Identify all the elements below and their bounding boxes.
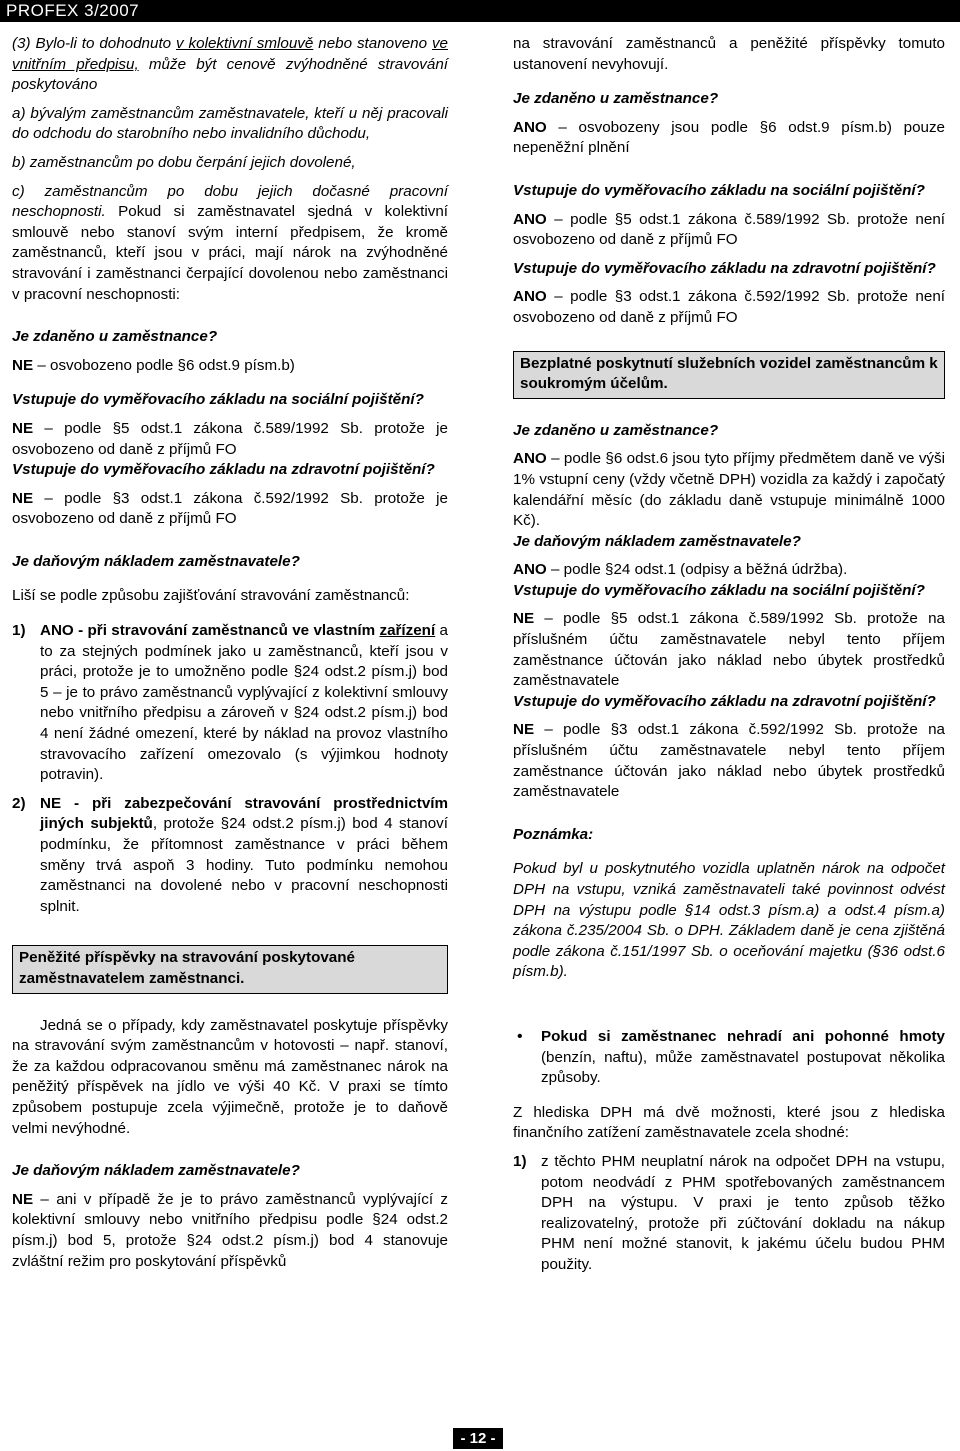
answer-tax-2 bbox=[513, 449, 945, 531]
answer-text: – osvobozeny jsou podle §6 odst.9 písm.b) pouze nepeněžní plnění bbox=[513, 118, 945, 157]
answer-label: ANO bbox=[513, 210, 547, 228]
answer-label: NE bbox=[12, 419, 34, 437]
bullet-text: (benzín, naftu), může zaměstnavatel postupovat několika způsoby. bbox=[541, 1048, 945, 1087]
answer-text: – podle §5 odst.1 zákona č.589/1992 Sb. protože na příslušném účtu zaměstnavatele nebyl tento příjem zaměstnance účtován jako náklad nebo úbytek prostředků zaměstnavatele bbox=[513, 610, 945, 690]
question-health: Vstupuje do vyměřovacího základu na zdravotní pojištění? bbox=[513, 259, 936, 277]
jedna-paragraph: Jedná se o případy, kdy zaměstnavatel poskytuje příspěvky na stravování svým zaměstnancům v hotovosti – např. stanoví, že za každou odpracovanou směnu má zaměstnanec nárok na peněžitý příspěvek na jídlo ve výši 40 Kč. V praxi se tímto způsobem postupuje zcela výjimečně, protože je to daňově velmi nevýhodné. bbox=[12, 1016, 448, 1137]
underlined-text: v kolektivní smlouvě bbox=[176, 35, 314, 52]
lisi-text: Liší se podle způsobu zajišťování stravování zaměstnanců: bbox=[12, 587, 410, 605]
text: může být cenově zvýhodněné stravování poskytováno bbox=[12, 55, 448, 94]
text: (3) Bylo-li to dohodnuto bbox=[12, 35, 177, 52]
note-text: Pokud byl u poskytnutého vozidla uplatněn nárok na odpočet DPH na vstupu, vzniká zaměstnavateli také povinnost odvést DPH na výstupu podle §14 odst.3 písm.a) a odst.4 písm.a) zákona č.235/2004 Sb. o DPH. Základem daně je cena zjištěná podle zákona č.151/1997 Sb. o oceňování majetku (§36 odst.6 písm.b). bbox=[513, 860, 945, 981]
answer-label: ANO bbox=[513, 561, 547, 579]
list-item-bold: NE - při zabezpečování stravování prostřednictvím jiných subjektů bbox=[40, 794, 448, 833]
bullet-icon: • bbox=[517, 1027, 523, 1045]
list-item-1 bbox=[513, 1152, 945, 1276]
bullet-item bbox=[513, 1027, 945, 1089]
underlined-text: ve vnitřním předpisu, bbox=[12, 35, 448, 73]
answer-label: NE bbox=[12, 489, 34, 507]
answer-health bbox=[12, 489, 448, 530]
list-number: 1) bbox=[513, 1152, 527, 1170]
item-b: b) zaměstnancům po dobu čerpání jejich dovolené, bbox=[12, 153, 356, 171]
answer-health-2 bbox=[513, 720, 945, 802]
answer-label: NE bbox=[12, 356, 34, 374]
answer-text: – podle §6 odst.6 jsou tyto příjmy předmětem daně ve výši 1% vstupní ceny (vždy včetně DPH) vozidla za každý i započatý kalendářní měsíc (do základu daně vstupuje minimálně 1000 Kč). bbox=[513, 450, 945, 530]
list-number: 2) bbox=[12, 794, 26, 812]
answer-label: NE bbox=[12, 1190, 34, 1208]
list-item-text: , protože §24 odst.2 písm.j) bod 4 stanoví podmínku, že přítomnost zaměstnance v práci během směny trvá aspoň 3 hodiny. Tuto podmínku nemohou zaměstnanci na dovolené nebo v pracovní neschopnosti splnit. bbox=[40, 815, 448, 915]
answer-health bbox=[513, 287, 945, 328]
answer-label: NE bbox=[513, 721, 535, 739]
journal-title: PROFEX 3/2007 bbox=[6, 1, 140, 20]
item-a: a) bývalým zaměstnancům zaměstnavatele, kteří u něj pracovali do odchodu do starobního nebo invalidního důchodu, bbox=[12, 104, 448, 143]
answer-label: ANO bbox=[513, 450, 547, 468]
answer-cost bbox=[513, 560, 945, 581]
answer-text: – podle §3 odst.1 zákona č.592/1992 Sb. protože je osvobozeno od daně z příjmů FO bbox=[12, 489, 448, 528]
paragraph-3-intro bbox=[12, 34, 448, 96]
answer-text: – podle §3 odst.1 zákona č.592/1992 Sb. protože na příslušném účtu zaměstnavatele nebyl tento příjem zaměstnance účtován jako náklad nebo úbytek prostředků zaměstnavatele bbox=[513, 721, 945, 801]
answer-text: – ani v případě že je to právo zaměstnanců vyplývající z kolektivní smlouvy nebo vnitřního předpisu podle §24 odst.2 písm.j) bod 5, protože §24 odst.2 písm.j) bod 4 stanovuje zvláštní režim pro poskytování příspěvků bbox=[12, 1190, 448, 1270]
question-social-2: Vstupuje do vyměřovacího základu na sociální pojištění? bbox=[513, 581, 925, 599]
answer-text: – podle §3 odst.1 zákona č.592/1992 Sb. protože není osvobozeno od daně z příjmů FO bbox=[513, 288, 945, 326]
question-social: Vstupuje do vyměřovacího základu na sociální pojištění? bbox=[513, 181, 925, 199]
note-title: Poznámka: bbox=[513, 825, 594, 843]
bullet-bold: Pokud si zaměstnanec nehradí ani pohonné hmoty bbox=[541, 1027, 945, 1045]
question-cost-2: Je daňovým nákladem zaměstnavatele? bbox=[12, 1162, 300, 1180]
answer-text: – osvobozeno podle §6 odst.9 písm.b) bbox=[33, 356, 295, 374]
continuation-text: na stravování zaměstnanců a peněžité příspěvky tomuto ustanovení nevyhovují. bbox=[513, 35, 945, 73]
answer-text: – podle §24 odst.1 (odpisy a běžná údržba). bbox=[546, 561, 848, 579]
answer-social-2 bbox=[513, 609, 945, 691]
answer-text: – podle §5 odst.1 zákona č.589/1992 Sb. protože není osvobozeno od daně z příjmů FO bbox=[513, 210, 945, 249]
text: nebo stanoveno bbox=[313, 35, 432, 52]
header-bar bbox=[0, 0, 960, 22]
list-item-bold: ANO - při stravování zaměstnanců ve vlastním bbox=[40, 622, 380, 640]
list-item-text: z těchto PHM neuplatní nárok na odpočet DPH na vstupu, potom neodvádí z PHM spotřebovaných zaměstnancem DPH na výstupu. V praxi je tento způsob těžko realizovatelný, protože při zúčtování dokladu na nákup PHM není možné stanovit, k jakému účelu budou PHM použity. bbox=[541, 1152, 945, 1273]
question-tax: Je zdaněno u zaměstnance? bbox=[513, 90, 719, 108]
answer-text: – podle §5 odst.1 zákona č.589/1992 Sb. protože je osvobozeno od daně z příjmů FO bbox=[12, 419, 448, 458]
answer-label: NE bbox=[513, 610, 535, 628]
list-item-2 bbox=[12, 794, 448, 918]
answer-cost-2 bbox=[12, 1190, 448, 1272]
answer-tax bbox=[513, 118, 945, 159]
answer-social bbox=[12, 419, 448, 460]
left-column bbox=[12, 34, 448, 1272]
question-health: Vstupuje do vyměřovacího základu na zdravotní pojištění? bbox=[12, 461, 435, 479]
question-tax-2: Je zdaněno u zaměstnance? bbox=[513, 421, 719, 439]
answer-label: ANO bbox=[513, 118, 547, 136]
answer-label: ANO bbox=[513, 288, 547, 306]
pokud-text: Pokud si zaměstnavatel sjedná v kolektivní smlouvě nebo stanoví svým interní předpisem, že kromě zaměstnanců, kteří jsou v práci, mají nárok na zvýhodněné stravování i zaměstnanci čerpající dovolenou nebo zaměstnanci v pracovní neschopnosti: bbox=[12, 203, 448, 303]
answer-tax bbox=[12, 356, 448, 377]
list-item-bold-underlined: zařízení bbox=[379, 622, 436, 640]
right-column bbox=[513, 34, 945, 1276]
section-heading-box: Peněžité příspěvky na stravování poskytované zaměstnavatelem zaměstnanci. bbox=[12, 945, 448, 993]
page-number: - 12 - bbox=[453, 1428, 503, 1449]
section-heading-box: Bezplatné poskytnutí služebních vozidel zaměstnancům k soukromým účelům. bbox=[513, 351, 945, 399]
dph-intro: Z hlediska DPH má dvě možnosti, které jsou z hlediska finančního zatížení zaměstnavatele zcela shodné: bbox=[513, 1103, 945, 1142]
list-item-text: a to za stejných podmínek jako u zaměstnanců, kteří jsou v práci, protože je to umožněno podle §24 odst.2 písm.j) bod 5 – je to právo zaměstnanců vyplývající z kolektivní smlouvy nebo vnitřního předpisu a zároveň v §24 odst.2 písm.j) bod 4 není žádné omezení, které by náklad na provoz vlastního stravovacího zařízení omezovalo (s výjimkou hodnoty potravin). bbox=[40, 622, 448, 784]
item-c: c) zaměstnancům po dobu jejich dočasné pracovní neschopnosti. bbox=[12, 182, 448, 221]
question-social: Vstupuje do vyměřovacího základu na sociální pojištění? bbox=[12, 391, 424, 409]
question-tax: Je zdaněno u zaměstnance? bbox=[12, 328, 218, 346]
answer-social bbox=[513, 210, 945, 251]
question-health-2: Vstupuje do vyměřovacího základu na zdravotní pojištění? bbox=[513, 692, 936, 710]
question-cost: Je daňovým nákladem zaměstnavatele? bbox=[12, 552, 300, 570]
question-cost: Je daňovým nákladem zaměstnavatele? bbox=[513, 532, 801, 550]
list-item-1 bbox=[12, 621, 448, 786]
item-c-paragraph bbox=[12, 182, 448, 306]
list-number: 1) bbox=[12, 622, 26, 640]
